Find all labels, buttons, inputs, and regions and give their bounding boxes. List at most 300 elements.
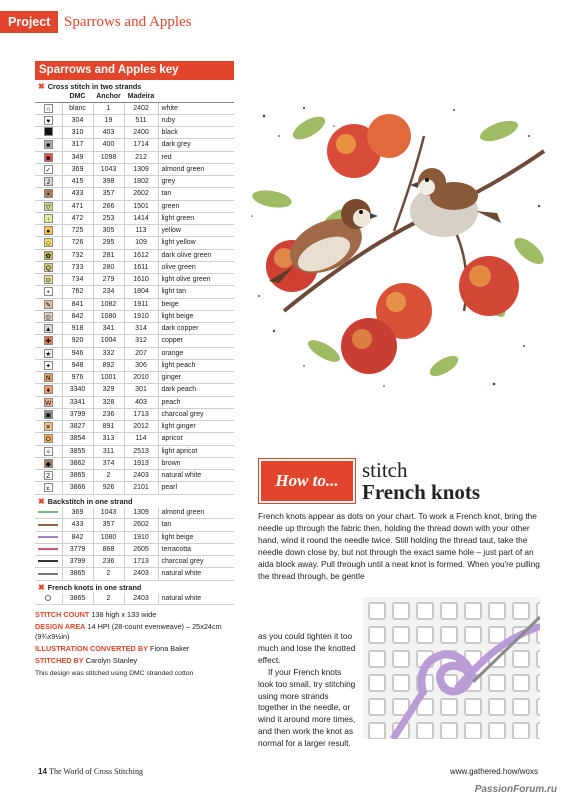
cross-icon: ✖	[38, 582, 45, 592]
symbol-icon: ♦	[44, 385, 53, 394]
anchor-code: 1001	[93, 372, 124, 384]
colour-name: charcoal grey	[158, 556, 234, 568]
symbol-icon: ✓	[45, 166, 51, 174]
madeira-code: 1610	[124, 274, 158, 286]
how-to-badge-label: How to...	[261, 461, 353, 501]
colour-name: dark grey	[158, 139, 234, 151]
anchor-code: 19	[93, 114, 124, 126]
madeira-code: 1714	[124, 139, 158, 151]
line-icon	[38, 524, 58, 526]
table-row	[35, 176, 234, 188]
symbol-icon: ✦	[45, 362, 51, 370]
colour-name: orange	[158, 347, 234, 359]
anchor-code: 253	[93, 212, 124, 224]
symbol-icon: ●	[44, 226, 53, 235]
colour-name: light tan	[158, 286, 234, 298]
circle-icon	[45, 595, 51, 601]
madeira-code: 212	[124, 151, 158, 163]
table-row	[35, 384, 234, 396]
symbol-icon: ✕	[45, 424, 51, 432]
table-row	[35, 249, 234, 261]
illustration-credit: ILLUSTRATION CONVERTED BY Fiona Baker	[35, 644, 190, 654]
symbol-icon: ✚	[45, 338, 51, 346]
table-row	[35, 568, 234, 580]
madeira-code: 1802	[124, 176, 158, 188]
thread-symbol	[35, 470, 62, 482]
madeira-code: 2400	[124, 127, 158, 139]
thread-symbol	[35, 188, 62, 200]
colour-name: beige	[158, 298, 234, 310]
madeira-code: 2602	[124, 188, 158, 200]
backstitch-table	[35, 507, 234, 581]
table-row	[35, 408, 234, 420]
column-dmc: DMC	[62, 92, 93, 102]
anchor-code: 400	[93, 139, 124, 151]
how-to-title-line1: stitch	[362, 458, 408, 482]
thread-symbol	[35, 457, 62, 469]
footer-url[interactable]: www.gathered.how/woxs	[449, 767, 538, 776]
symbol-icon: Z	[44, 471, 53, 480]
symbol-icon: W	[45, 399, 52, 407]
table-row	[35, 359, 234, 371]
madeira-code: 113	[124, 225, 158, 237]
symbol-icon: ✎	[45, 301, 51, 309]
madeira-code: 1612	[124, 249, 158, 261]
thread-symbol	[35, 114, 62, 126]
dmc-code: 3865	[62, 568, 93, 580]
madeira-code: 2605	[124, 543, 158, 555]
madeira-code: 2602	[124, 519, 158, 531]
madeira-code: 511	[124, 114, 158, 126]
line-icon	[38, 548, 58, 550]
dmc-code: 762	[62, 286, 93, 298]
dmc-code: 3865	[62, 470, 93, 482]
symbol-icon: ↑	[44, 214, 53, 223]
colour-name: dark peach	[158, 384, 234, 396]
colour-name: natural white	[158, 470, 234, 482]
madeira-code: 2403	[124, 568, 158, 580]
dmc-code: 3862	[62, 457, 93, 469]
line-icon	[38, 560, 58, 562]
dmc-code: 349	[62, 151, 93, 163]
thread-symbol	[35, 102, 62, 114]
colour-name: dark copper	[158, 323, 234, 335]
symbol-icon: O	[45, 436, 51, 444]
symbol-icon: ◆	[45, 460, 51, 468]
thread-symbol	[35, 298, 62, 310]
anchor-code: 332	[93, 347, 124, 359]
thread-symbol	[35, 286, 62, 298]
dmc-code: 3779	[62, 543, 93, 555]
colour-name: olive green	[158, 261, 234, 273]
thread-symbol	[35, 176, 62, 188]
anchor-code: 280	[93, 261, 124, 273]
symbol-icon: ✿	[45, 252, 51, 260]
colour-name: copper	[158, 335, 234, 347]
table-row	[35, 323, 234, 335]
dmc-code: 733	[62, 261, 93, 273]
table-row	[35, 261, 234, 273]
madeira-code: 2012	[124, 421, 158, 433]
colour-name: red	[158, 151, 234, 163]
backstitch-line	[35, 507, 62, 519]
madeira-code: 2101	[124, 482, 158, 494]
french-knot-heading-label: French knots in one strand	[47, 582, 142, 592]
table-row	[35, 556, 234, 568]
table-row	[35, 102, 234, 114]
sparrows-apples-artwork	[244, 96, 554, 396]
dmc-code: 433	[62, 519, 93, 531]
anchor-code: 1082	[93, 298, 124, 310]
madeira-code: 1910	[124, 531, 158, 543]
dmc-code: 471	[62, 200, 93, 212]
how-to-title	[362, 459, 480, 503]
symbol-icon: •	[44, 287, 53, 296]
table-row	[35, 470, 234, 482]
anchor-code: 926	[93, 482, 124, 494]
madeira-code: 1911	[124, 298, 158, 310]
table-row	[35, 298, 234, 310]
dmc-code: blanc	[62, 102, 93, 114]
dmc-code: 3340	[62, 384, 93, 396]
dmc-code: 3865	[62, 593, 93, 605]
anchor-code: 1080	[93, 310, 124, 322]
dmc-code: 3799	[62, 408, 93, 420]
anchor-code: 2	[93, 568, 124, 580]
thread-symbol	[35, 200, 62, 212]
madeira-code: 314	[124, 323, 158, 335]
anchor-code: 329	[93, 384, 124, 396]
anchor-code: 2	[93, 593, 124, 605]
madeira-code: 2403	[124, 593, 158, 605]
backstitch-rows	[35, 507, 234, 581]
footer-left	[38, 767, 143, 776]
anchor-code: 1	[93, 102, 124, 114]
anchor-code: 305	[93, 225, 124, 237]
column-anchor: Anchor	[93, 92, 124, 102]
anchor-code: 279	[93, 274, 124, 286]
colour-name: light ginger	[158, 421, 234, 433]
colour-name: light apricot	[158, 445, 234, 457]
thread-key	[35, 61, 234, 681]
backstitch-heading	[35, 495, 234, 507]
colour-name: dark olive green	[158, 249, 234, 261]
symbol-column-header	[35, 92, 62, 102]
anchor-code: 1080	[93, 531, 124, 543]
anchor-code: 403	[93, 127, 124, 139]
thread-symbol	[35, 445, 62, 457]
madeira-code: 2010	[124, 372, 158, 384]
anchor-code: 281	[93, 249, 124, 261]
symbol-icon	[44, 127, 53, 136]
dmc-code: 920	[62, 335, 93, 347]
madeira-code: 1309	[124, 507, 158, 519]
table-row	[35, 212, 234, 224]
cross-icon: ✖	[38, 82, 45, 91]
colour-name: light beige	[158, 310, 234, 322]
table-row	[35, 531, 234, 543]
column-madeira: Madeira	[124, 92, 158, 102]
table-row	[35, 335, 234, 347]
table-row	[35, 127, 234, 139]
symbol-icon: Q	[45, 264, 51, 272]
table-row	[35, 421, 234, 433]
dmc-code: 472	[62, 212, 93, 224]
french-knot-rows	[35, 593, 234, 605]
thread-symbol	[35, 433, 62, 445]
dmc-code: 948	[62, 359, 93, 371]
colour-name: natural white	[158, 593, 234, 605]
anchor-code: 1004	[93, 335, 124, 347]
dmc-code: 842	[62, 531, 93, 543]
madeira-code: 1910	[124, 310, 158, 322]
thread-symbol	[35, 310, 62, 322]
table-row	[35, 274, 234, 286]
madeira-code: 1713	[124, 408, 158, 420]
table-row	[35, 543, 234, 555]
page-footer	[38, 767, 538, 776]
madeira-code: 306	[124, 359, 158, 371]
symbol-icon: ★	[45, 350, 52, 358]
anchor-code: 313	[93, 433, 124, 445]
thread-symbol	[35, 249, 62, 261]
dmc-code: 433	[62, 188, 93, 200]
anchor-code: 295	[93, 237, 124, 249]
table-row	[35, 433, 234, 445]
symbol-icon: ▽	[45, 203, 51, 211]
colour-name: almond green	[158, 163, 234, 175]
line-icon	[38, 573, 58, 575]
thread-symbol	[35, 151, 62, 163]
dmc-code: 734	[62, 274, 93, 286]
madeira-code: 312	[124, 335, 158, 347]
dmc-code: 3341	[62, 396, 93, 408]
thread-symbol	[35, 384, 62, 396]
backstitch-line	[35, 568, 62, 580]
symbol-icon: ▣	[45, 411, 52, 419]
thread-symbol	[35, 212, 62, 224]
symbol-icon: J	[44, 177, 53, 186]
table-row	[35, 347, 234, 359]
colour-name: light green	[158, 212, 234, 224]
page-title: Sparrows and Apples	[64, 13, 192, 30]
table-row	[35, 482, 234, 494]
madeira-code: 1611	[124, 261, 158, 273]
colour-name: ginger	[158, 372, 234, 384]
table-row	[35, 445, 234, 457]
table-row	[35, 372, 234, 384]
french-knot-table	[35, 593, 234, 606]
key-title: Sparrows and Apples key	[35, 61, 234, 80]
colour-name: light beige	[158, 531, 234, 543]
dmc-code: 304	[62, 114, 93, 126]
madeira-code: 114	[124, 433, 158, 445]
anchor-code: 891	[93, 421, 124, 433]
table-row	[35, 519, 234, 531]
cross-stitch-heading	[35, 80, 234, 92]
madeira-code: 2402	[124, 102, 158, 114]
anchor-code: 1043	[93, 163, 124, 175]
thread-symbol	[35, 225, 62, 237]
how-to-title-line2: French knots	[362, 480, 481, 504]
madeira-code: 1414	[124, 212, 158, 224]
anchor-code: 1043	[93, 507, 124, 519]
colour-name: light peach	[158, 359, 234, 371]
symbol-icon: ◎	[45, 313, 52, 321]
anchor-code: 236	[93, 556, 124, 568]
dmc-code: 946	[62, 347, 93, 359]
colour-name: terracotta	[158, 543, 234, 555]
symbol-icon: ▲	[45, 326, 52, 334]
stitch-count: STITCH COUNT 138 high x 133 wide	[35, 610, 157, 620]
symbol-icon: N	[44, 373, 53, 382]
paragraph-end: as you could tighten it too much and lose the knotted effect.	[258, 631, 356, 665]
dmc-code: 3799	[62, 556, 93, 568]
madeira-code: 1713	[124, 556, 158, 568]
thread-symbol	[35, 274, 62, 286]
table-row	[35, 114, 234, 126]
table-row	[35, 139, 234, 151]
symbol-icon: ▪	[44, 189, 53, 198]
colour-name: green	[158, 200, 234, 212]
anchor-code: 357	[93, 188, 124, 200]
backstitch-line	[35, 531, 62, 543]
colour-name: brown	[158, 457, 234, 469]
table-row	[35, 163, 234, 175]
thread-symbol	[35, 482, 62, 494]
thread-symbol	[35, 372, 62, 384]
anchor-code: 266	[93, 200, 124, 212]
how-to-badge	[258, 458, 356, 504]
thread-symbol	[35, 127, 62, 139]
watermark: PassionForum.ru	[474, 784, 557, 795]
madeira-code: 301	[124, 384, 158, 396]
design-area: DESIGN AREA 14 HPI (28-count evenweave) – 25x24cm (9¾x9½in)	[35, 622, 222, 642]
table-row	[35, 237, 234, 249]
anchor-code: 341	[93, 323, 124, 335]
dmc-code: 369	[62, 163, 93, 175]
madeira-code: 1309	[124, 163, 158, 175]
page-number: 14	[38, 767, 47, 776]
colour-name: peach	[158, 396, 234, 408]
section-tag: Project	[0, 11, 58, 33]
anchor-code: 2	[93, 470, 124, 482]
table-row	[35, 225, 234, 237]
dmc-code: 725	[62, 225, 93, 237]
anchor-code: 311	[93, 445, 124, 457]
colour-name: white	[158, 102, 234, 114]
symbol-icon: ■	[44, 153, 53, 162]
madeira-code: 1913	[124, 457, 158, 469]
anchor-code: 234	[93, 286, 124, 298]
madeira-code: 109	[124, 237, 158, 249]
cross-stitch-table	[35, 92, 234, 495]
magazine-name: The World of Cross Stitching	[49, 767, 144, 776]
thread-symbol	[35, 139, 62, 151]
anchor-code: 868	[93, 543, 124, 555]
symbol-icon: ◇	[45, 240, 51, 248]
backstitch-line	[35, 543, 62, 555]
table-header-row	[35, 92, 234, 102]
backstitch-heading-label: Backstitch in one strand	[47, 496, 133, 506]
table-row	[35, 151, 234, 163]
french-knot-symbol	[35, 593, 62, 605]
dmc-code: 732	[62, 249, 93, 261]
colour-name: yellow	[158, 225, 234, 237]
dmc-code: 3866	[62, 482, 93, 494]
dmc-code: 3827	[62, 421, 93, 433]
colour-name: charcoal grey	[158, 408, 234, 420]
thread-symbol	[35, 347, 62, 359]
how-to-paragraph-continued	[258, 631, 358, 750]
colour-name: light olive green	[158, 274, 234, 286]
colour-name: almond green	[158, 507, 234, 519]
sparrow-right	[410, 168, 501, 237]
anchor-code: 1098	[93, 151, 124, 163]
colour-name: natural white	[158, 568, 234, 580]
dmc-code: 3854	[62, 433, 93, 445]
thread-symbol	[35, 323, 62, 335]
line-icon	[38, 536, 58, 538]
dmc-code: 317	[62, 139, 93, 151]
madeira-code: 2403	[124, 470, 158, 482]
thread-symbol	[35, 421, 62, 433]
backstitch-line	[35, 556, 62, 568]
anchor-code: 357	[93, 519, 124, 531]
anchor-code: 398	[93, 176, 124, 188]
dmc-code: 415	[62, 176, 93, 188]
thread-symbol	[35, 335, 62, 347]
anchor-code: 892	[93, 359, 124, 371]
thread-symbol	[35, 408, 62, 420]
design-meta	[35, 610, 234, 679]
stitched-credit: STITCHED BY Carolyn Stanley	[35, 656, 138, 666]
cross-stitch-rows	[35, 102, 234, 494]
anchor-code: 236	[93, 408, 124, 420]
colour-name: grey	[158, 176, 234, 188]
thread-symbol	[35, 237, 62, 249]
madeira-code: 2513	[124, 445, 158, 457]
anchor-code: 374	[93, 457, 124, 469]
anchor-code: 328	[93, 396, 124, 408]
table-row	[35, 200, 234, 212]
page-header	[0, 11, 192, 33]
colour-name: black	[158, 127, 234, 139]
table-row	[35, 396, 234, 408]
dmc-code: 369	[62, 507, 93, 519]
backstitch-line	[35, 519, 62, 531]
thread-symbol	[35, 396, 62, 408]
cross-stitch-heading-label: Cross stitch in two strands	[47, 82, 142, 91]
table-row	[35, 188, 234, 200]
dmc-code: 841	[62, 298, 93, 310]
table-row	[35, 507, 234, 519]
thread-symbol	[35, 359, 62, 371]
symbol-icon: ⊙	[45, 277, 51, 285]
colour-name: pearl	[158, 482, 234, 494]
madeira-code: 207	[124, 347, 158, 359]
thread-symbol	[35, 261, 62, 273]
colour-name: tan	[158, 519, 234, 531]
dmc-code: 842	[62, 310, 93, 322]
table-row	[35, 310, 234, 322]
madeira-code: 1501	[124, 200, 158, 212]
table-row	[35, 286, 234, 298]
symbol-icon: ■	[44, 140, 53, 149]
french-knot-heading	[35, 581, 234, 593]
french-knot-diagram	[363, 597, 540, 739]
symbol-icon: ఽ	[44, 483, 53, 492]
